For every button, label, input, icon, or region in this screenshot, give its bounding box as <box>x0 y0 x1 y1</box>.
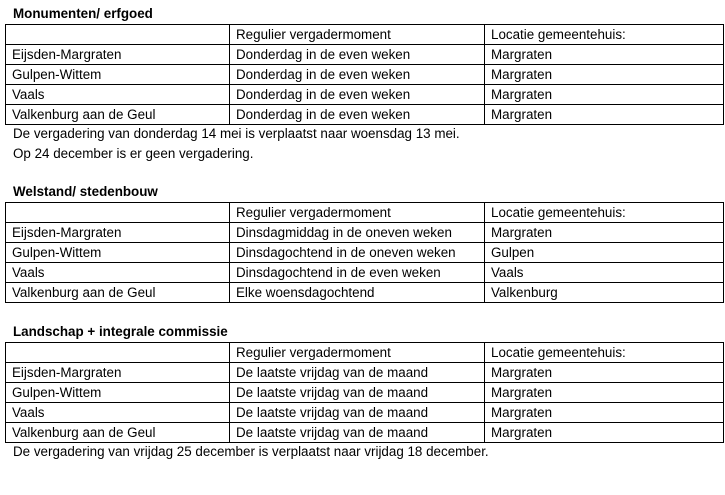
schedule-table <box>5 24 724 125</box>
cell-municipality: Vaals <box>6 85 230 105</box>
cell-meeting-moment: Dinsdagochtend in de even weken <box>230 263 485 283</box>
header-cell-municipality <box>6 343 230 363</box>
table-row <box>6 85 724 105</box>
cell-municipality: Valkenburg aan de Geul <box>6 423 230 443</box>
table-row <box>6 383 724 403</box>
cell-location: Margraten <box>485 105 724 125</box>
cell-municipality: Valkenburg aan de Geul <box>6 105 230 125</box>
section-title: Welstand/ stedenbouw <box>13 184 158 199</box>
note-no-meeting: Op 24 december is er geen vergadering. <box>13 146 254 161</box>
cell-municipality: Gulpen-Wittem <box>6 65 230 85</box>
cell-meeting-moment: Donderdag in de even weken <box>230 65 485 85</box>
cell-location: Valkenburg <box>485 283 724 303</box>
cell-meeting-moment: De laatste vrijdag van de maand <box>230 403 485 423</box>
cell-municipality: Gulpen-Wittem <box>6 383 230 403</box>
cell-municipality: Eijsden-Margraten <box>6 223 230 243</box>
header-cell-meeting-moment: Regulier vergadermoment <box>230 203 485 223</box>
note-rescheduled: De vergadering van vrijdag 25 december is verplaatst naar vrijdag 18 december. <box>13 444 489 459</box>
cell-meeting-moment: De laatste vrijdag van de maand <box>230 423 485 443</box>
table-row <box>6 283 724 303</box>
cell-meeting-moment: Donderdag in de even weken <box>230 85 485 105</box>
table-row <box>6 223 724 243</box>
cell-location: Margraten <box>485 363 724 383</box>
cell-municipality: Gulpen-Wittem <box>6 243 230 263</box>
cell-location: Margraten <box>485 45 724 65</box>
cell-location: Vaals <box>485 263 724 283</box>
section-title: Monumenten/ erfgoed <box>13 6 153 21</box>
header-cell-meeting-moment: Regulier vergadermoment <box>230 25 485 45</box>
table-row <box>6 105 724 125</box>
table-row <box>6 403 724 423</box>
cell-location: Margraten <box>485 85 724 105</box>
cell-meeting-moment: Dinsdagochtend in de oneven weken <box>230 243 485 263</box>
table-row <box>6 263 724 283</box>
table-row <box>6 363 724 383</box>
cell-meeting-moment: Dinsdagmiddag in de oneven weken <box>230 223 485 243</box>
table-row <box>6 65 724 85</box>
header-cell-location: Locatie gemeentehuis: <box>485 25 724 45</box>
cell-meeting-moment: Donderdag in de even weken <box>230 105 485 125</box>
schedule-table <box>5 202 724 303</box>
header-cell-meeting-moment: Regulier vergadermoment <box>230 343 485 363</box>
header-cell-location: Locatie gemeentehuis: <box>485 343 724 363</box>
cell-location: Margraten <box>485 383 724 403</box>
cell-location: Margraten <box>485 223 724 243</box>
table-header-row <box>6 203 724 223</box>
header-cell-location: Locatie gemeentehuis: <box>485 203 724 223</box>
cell-location: Gulpen <box>485 243 724 263</box>
header-cell-municipality <box>6 203 230 223</box>
cell-meeting-moment: De laatste vrijdag van de maand <box>230 363 485 383</box>
cell-municipality: Eijsden-Margraten <box>6 363 230 383</box>
schedule-table <box>5 342 724 443</box>
cell-municipality: Vaals <box>6 263 230 283</box>
cell-location: Margraten <box>485 65 724 85</box>
cell-location: Margraten <box>485 403 724 423</box>
table-header-row <box>6 25 724 45</box>
cell-meeting-moment: Elke woensdagochtend <box>230 283 485 303</box>
table-row <box>6 45 724 65</box>
cell-location: Margraten <box>485 423 724 443</box>
table-row <box>6 423 724 443</box>
header-cell-municipality <box>6 25 230 45</box>
cell-municipality: Valkenburg aan de Geul <box>6 283 230 303</box>
cell-municipality: Vaals <box>6 403 230 423</box>
cell-municipality: Eijsden-Margraten <box>6 45 230 65</box>
table-row <box>6 243 724 263</box>
cell-meeting-moment: Donderdag in de even weken <box>230 45 485 65</box>
table-header-row <box>6 343 724 363</box>
note-rescheduled: De vergadering van donderdag 14 mei is verplaatst naar woensdag 13 mei. <box>13 126 460 141</box>
section-title: Landschap + integrale commissie <box>13 324 228 339</box>
cell-meeting-moment: De laatste vrijdag van de maand <box>230 383 485 403</box>
